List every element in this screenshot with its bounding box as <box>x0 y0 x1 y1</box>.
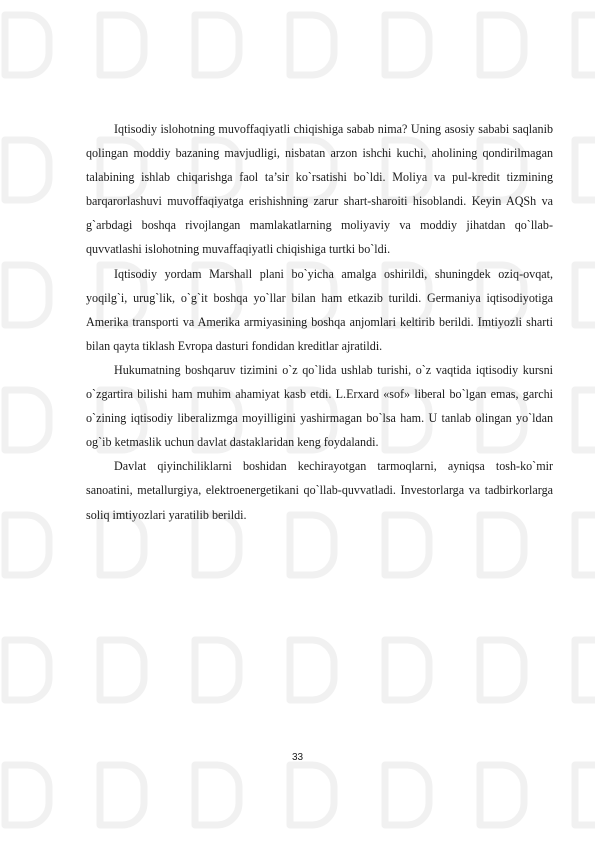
watermark-shape <box>385 15 429 75</box>
watermark-shape <box>100 765 144 825</box>
watermark-shape <box>385 640 429 700</box>
page-number: 33 <box>291 752 304 763</box>
watermark-shape <box>575 640 595 700</box>
watermark-shape <box>290 15 334 75</box>
paragraph-2: Iqtisodiy yordam Marshall plani bo`yicha amalga oshirildi, shuningdek oziq-ovqat, yoqilg`i, urug`lik, o`g`it boshqa yo`llar bilan ham etkazib turildi. Germaniya iqtisodiyotiga Amerika transporti va Amerika armiyasining boshqa anjomlari keltirib berildi. Imtiyozli sharti bilan qayta tiklash Evropa dasturi fondidan kreditlar ajratildi. <box>86 266 553 353</box>
watermark-shape <box>575 515 595 575</box>
watermark-shape <box>575 15 595 75</box>
watermark-shape <box>290 765 334 825</box>
paragraph-4: Davlat qiyinchiliklarni boshidan kechirayotgan tarmoqlarni, ayniqsa tosh-ko`mir sanoatini, metallurgiya, elektroenergetikani qo`llab-quvvatladi. Investorlarga va tadbirkorlarga soliq imtiyozlari yaratilib berildi. <box>86 459 553 522</box>
body-text <box>86 117 553 527</box>
watermark-shape <box>5 515 49 575</box>
watermark-shape <box>5 640 49 700</box>
watermark-shape <box>5 765 49 825</box>
watermark-shape <box>5 140 49 200</box>
watermark-shape <box>385 765 429 825</box>
watermark-shape <box>195 640 239 700</box>
watermark-shape <box>480 640 524 700</box>
watermark-shape <box>480 15 524 75</box>
watermark-shape <box>290 640 334 700</box>
watermark-shape <box>575 390 595 450</box>
watermark-shape <box>195 15 239 75</box>
paragraph-3: Hukumatning boshqaruv tizimini o`z qo`lida ushlab turishi, o`z vaqtida iqtisodiy kursni o`zgartira bilishi ham muhim ahamiyat kasb etdi. L.Erxard «sof» liberal bo`lgan emas, garchi o`zining iqtisodiy liberalizmga moyilligini yashirmagan bo`lsa ham. U tanlab olingan yo`ldan og`ib ketmaslik uchun davlat dastaklaridan keng foydalandi. <box>86 362 553 450</box>
watermark-shape <box>575 140 595 200</box>
watermark-shape <box>100 640 144 700</box>
watermark-shape <box>100 15 144 75</box>
watermark-shape <box>575 765 595 825</box>
watermark-shape <box>480 765 524 825</box>
watermark-shape <box>5 15 49 75</box>
watermark-shape <box>5 265 49 325</box>
watermark-shape <box>575 265 595 325</box>
watermark-shape <box>195 765 239 825</box>
watermark-shape <box>5 390 49 450</box>
paragraph-1: Iqtisodiy islohotning muvoffaqiyatli chiqishiga sabab nima? Uning asosiy sababi saqlanib qolingan moddiy bazaning mavjudligi, nisbatan arzon ishchi kuchi, aholining qondirilmagan talabining ishlab chiqarishga faol ta’sir ko`rsatishi bo`ldi. Moliya va pul-kredit tizmining barqarorlashuvi muvoffaqiyatga erishishning zarur shart-sharoiti hisoblandi. Keyin AQSh va g`arbdagi boshqa rivojlangan mamlakatlarning moliyaviy va moddiy jihatdan qo`llab-quvvatlashi islohotning muvaffaqiyatli chiqishiga turtki bo`ldi. <box>86 122 553 257</box>
